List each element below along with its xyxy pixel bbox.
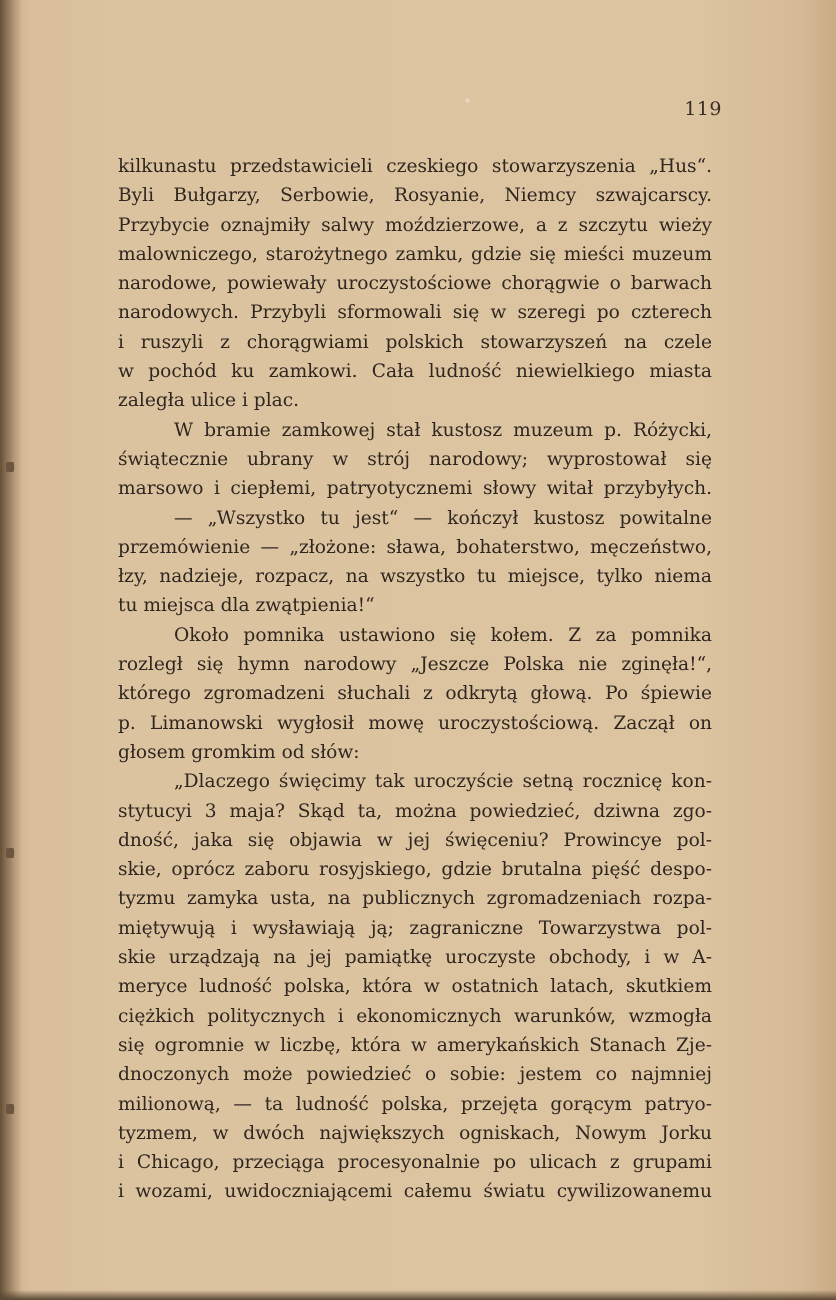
text-line: meryce ludność polska, która w ostatnich latach, skutkiem (118, 976, 712, 998)
text-line: — „Wszystko tu jest“ — kończył kustosz powitalne (174, 507, 712, 529)
text-line: narodowe, powiewały uroczystościowe chorągwie o barwach (118, 273, 712, 295)
page-number: 119 (684, 98, 722, 120)
body-text (118, 152, 712, 1207)
text-line: milionową, — ta ludność polska, przejęta gorącym patryo- (118, 1093, 712, 1115)
text-line: tu miejsca dla zwątpienia!“ (118, 595, 375, 617)
text-line: i wozami, uwidoczniającemi całemu światu cywilizowanemu (118, 1181, 712, 1203)
text-line: świątecznie ubrany w strój narodowy; wyprostował się (118, 448, 712, 470)
text-line: ciężkich politycznych i ekonomicznych warunków, wzmogła (118, 1005, 712, 1027)
text-line: i Chicago, przeciąga procesyonalnie po ulicach z grupami (118, 1152, 712, 1174)
text-line: kilkunastu przedstawicieli czeskiego stowarzyszenia „Hus“. (118, 156, 712, 177)
text-line: miętywują i wysławiają ją; zagraniczne Towarzystwa pol- (118, 917, 712, 939)
binding-mark (6, 848, 14, 858)
text-line: łzy, nadzieje, rozpacz, na wszystko tu miejsce, tylko niema (118, 566, 712, 588)
text-line: W bramie zamkowej stał kustosz muzeum p. Różycki, (174, 419, 712, 441)
text-line: stytucyi 3 maja? Skąd ta, można powiedzieć, dziwna zgo- (118, 800, 712, 822)
text-line: w pochód ku zamkowi. Cała ludność niewielkiego miasta (118, 361, 712, 383)
text-line: dnoczonych może powiedzieć o sobie: jestem co najmniej (118, 1064, 712, 1086)
text-line: skie, oprócz zaboru rosyjskiego, gdzie brutalna pięść despo- (118, 859, 712, 881)
text-line: Przybycie oznajmiły salwy moździerzowe, a z szczytu wieży (118, 214, 712, 236)
text-line: którego zgromadzeni słuchali z odkrytą głową. Po śpiewie (118, 683, 712, 705)
text-line: narodowych. Przybyli sformowali się w szeregi po czterech (118, 302, 712, 324)
binding-mark (6, 1104, 14, 1114)
text-line: głosem gromkim od słów: (118, 741, 360, 763)
text-line: tyzmu zamyka usta, na publicznych zgromadzeniach rozpa- (118, 888, 712, 910)
text-line: marsowo i ciepłemi, patryotycznemi słowy witał przybyłych. (118, 478, 712, 500)
text-line: się ogromnie w liczbę, która w amerykańskich Stanach Zje- (118, 1034, 712, 1056)
text-line: zaległa ulice i plac. (118, 390, 300, 412)
paper-speck (465, 98, 470, 103)
text-line: Byli Bułgarzy, Serbowie, Rosyanie, Niemcy szwajcarscy. (118, 185, 712, 207)
text-line: dność, jaka się objawia w jej święceniu? Prowincye pol- (118, 829, 712, 851)
text-line: i ruszyli z chorągwiami polskich stowarzyszeń na czele (118, 331, 712, 353)
text-line: p. Limanowski wygłosił mowę uroczystościową. Zaczął on (118, 712, 712, 734)
binding-mark (6, 462, 14, 472)
text-line: przemówienie — „złożone: sława, bohaterstwo, męczeństwo, (118, 536, 712, 558)
text-line: skie urządzają na jej pamiątkę uroczyste obchody, i w A- (118, 947, 712, 969)
text-line: malowniczego, starożytnego zamku, gdzie się mieści muzeum (118, 243, 712, 265)
text-line: rozległ się hymn narodowy „Jeszcze Polska nie zginęła!“, (118, 654, 712, 676)
text-line: „Dlaczego święcimy tak uroczyście setną rocznicę kon- (174, 771, 712, 793)
text-line: tyzmem, w dwóch największych ogniskach, Nowym Jorku (118, 1122, 712, 1144)
text-line: Około pomnika ustawiono się kołem. Z za pomnika (174, 624, 712, 646)
